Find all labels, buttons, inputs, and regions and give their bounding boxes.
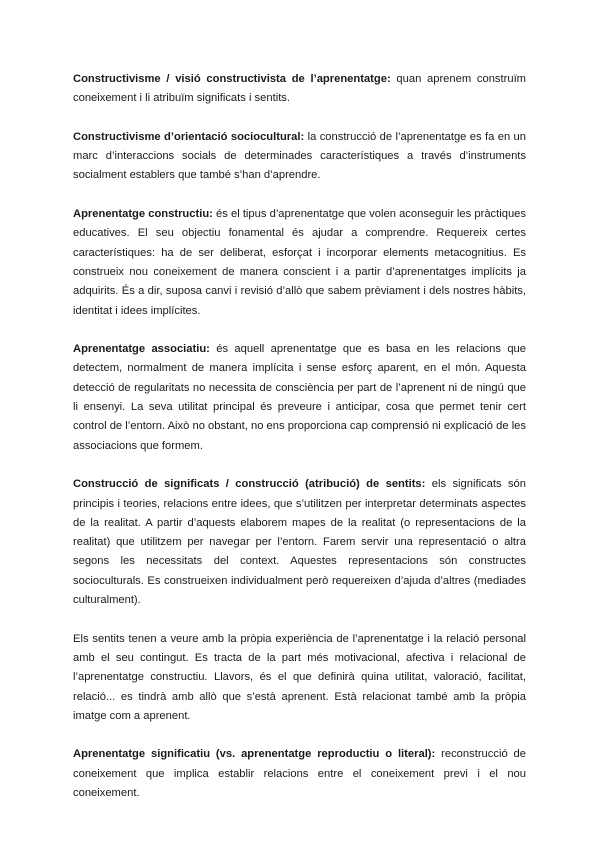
paragraph-aprenentatge-associatiu [73, 340, 526, 456]
paragraph-text: quan aprenem construïm coneixement i li atribuïm significats i sentits. [73, 73, 526, 105]
paragraph-text: reconstrucció de coneixement que implica establir relacions entre el coneixement previ i el nou coneixement. [73, 748, 526, 799]
paragraph-text: la construcció de l’aprenentatge es fa en un marc d’interaccions socials de determinades característiques a través d’instruments socialment establers que també s’han d’aprendre. [73, 130, 526, 182]
paragraph-constructivisme-sociocultural [73, 128, 526, 186]
paragraph-text: és aquell aprenentatge que es basa en les relacions que detectem, normalment de manera implícita i sense esforç aparent, en el món. Aquesta detecció de regularitats no necessita de consciència per part de l’aprenent ni de ningú que li ensenyi. La seva utilitat principal és preveure i anticipar, cosa que permet tenir cert control de l’entorn. Això no obstant, no ens proporciona cap comprensió ni explicació de les associacions que formem. [73, 343, 526, 452]
term-heading: Construcció de significats / construcció (atribució) de sentits: [73, 478, 426, 491]
document-page [73, 70, 526, 823]
paragraph-aprenentatge-constructiu [73, 205, 526, 321]
term-heading: Aprenentatge constructiu: [73, 208, 213, 221]
paragraph-text: els significats són principis i teories, relacions entre idees, que s’utilitzen per interpretar determinats aspectes de la realitat. A partir d’aquests elaborem mapes de la realitat (o representacions de la realitat) que utilitzem per navegar per l’entorn. Farem servir una representació o altra segons les necessitats del context. Aquestes representacions són constructes socioculturals. Es construeixen individualment però requereixen d’ajuda d’altres (mediades culturalment). [73, 478, 526, 607]
paragraph-constructivisme [73, 70, 526, 109]
term-heading: Constructivisme d’orientació sociocultural: [73, 130, 305, 143]
paragraph-text: Els sentits tenen a veure amb la pròpia experiència de l’aprenentatge i la relació personal amb el seu contingut. Es tracta de la part més motivacional, afectiva i relacional de l’aprenentatge constructiu. Llavors, és el que definirà quina utilitat, valoració, facilitat, relació... es tindrà amb allò que s’està aprenent. Està relacionat també amb la pròpia imatge com a aprenent. [73, 632, 526, 722]
paragraph-construccio-significats [73, 475, 526, 610]
paragraph-sentits [73, 630, 526, 726]
term-heading: Constructivisme / visió constructivista de l’aprenentatge: [73, 73, 391, 85]
term-heading: Aprenentatge associatiu: [73, 343, 210, 356]
paragraph-text: és el tipus d’aprenentatge que volen aconseguir les pràctiques educatives. El seu objectiu fonamental és ajudar a comprendre. Requereix certes característiques: ha de ser deliberat, esforçat i incorporar elements metacognitius. Es construeix nou coneixement de manera conscient i a partir d’aprenentatges implícits ja adquirits. És a dir, suposa canvi i revisió d’allò que sabem prèviament i dels nostres hàbits, identitat i idees implícites. [73, 208, 526, 317]
term-heading: Aprenentatge significatiu (vs. aprenentatge reproductiu o literal): [73, 748, 436, 761]
paragraph-aprenentatge-significatiu [73, 745, 526, 803]
